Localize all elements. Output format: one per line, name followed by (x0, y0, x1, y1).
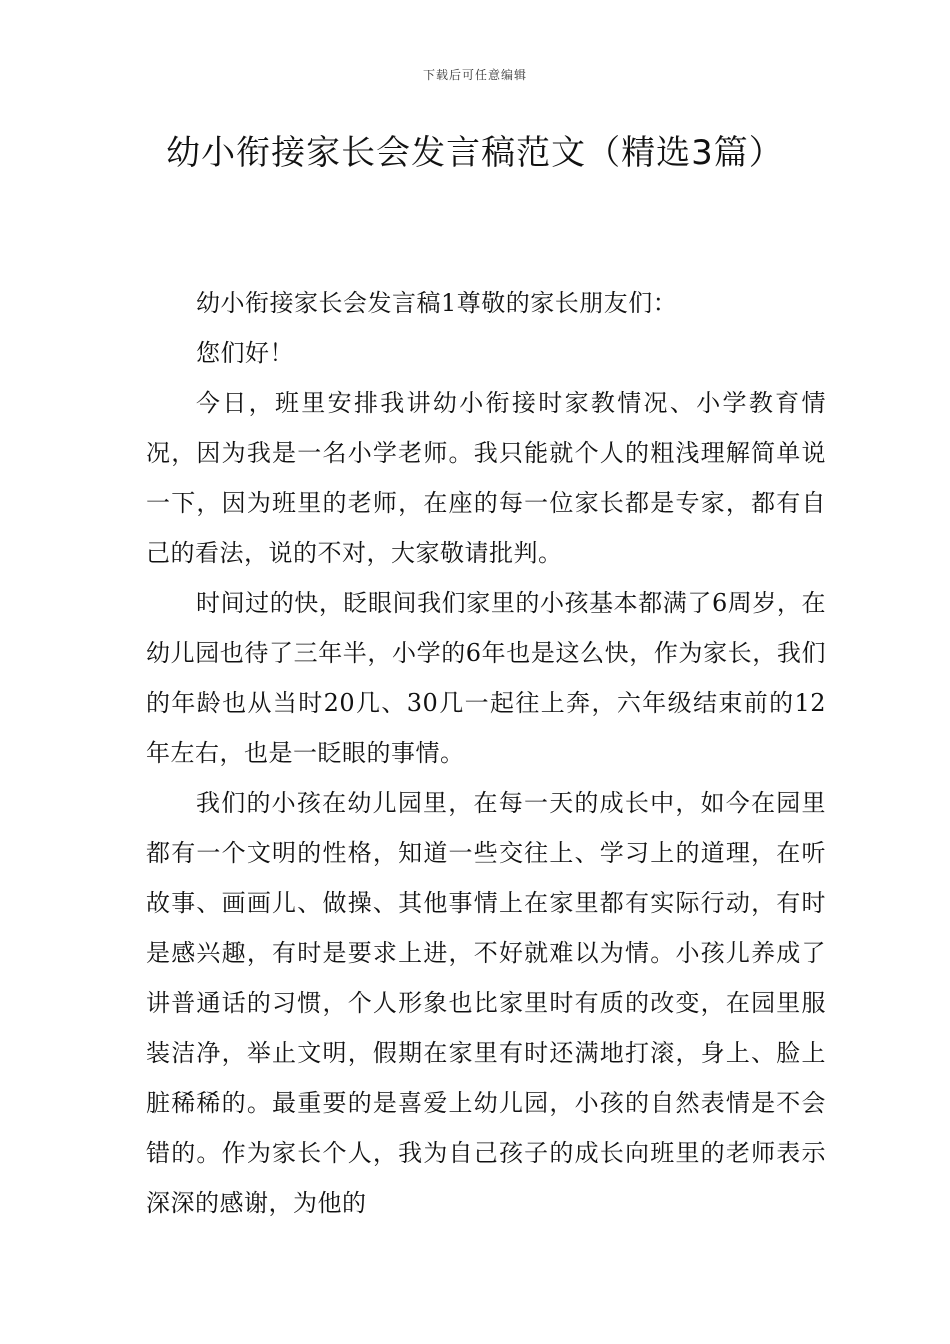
paragraph-hello: 您们好！ (196, 339, 294, 367)
header-note: 下载后可任意编辑 (422, 68, 527, 82)
document-title: 幼小衔接家长会发言稿范文（精选3篇） (166, 133, 784, 173)
document-body (146, 278, 826, 1228)
paragraph-greeting: 幼小衔接家长会发言稿1尊敬的家长朋友们： (196, 289, 678, 317)
paragraph: 时间过的快，眨眼间我们家里的小孩基本都满了6周岁，在幼儿园也待了三年半，小学的6年也是这么快，作为家长，我们的年龄也从当时20几、30几一起往上奔，六年级结束前的12年左右，也是一眨眼的事情。 (146, 589, 826, 767)
paragraph: 今日，班里安排我讲幼小衔接时家教情况、小学教育情况，因为我是一名小学老师。我只能就个人的粗浅理解简单说一下，因为班里的老师，在座的每一位家长都是专家，都有自己的看法，说的不对，大家敬请批判。 (146, 389, 826, 567)
paragraph: 我们的小孩在幼儿园里，在每一天的成长中，如今在园里都有一个文明的性格，知道一些交往上、学习上的道理，在听故事、画画儿、做操、其他事情上在家里都有实际行动，有时是感兴趣，有时是要求上进，不好就难以为情。小孩儿养成了讲普通话的习惯，个人形象也比家里时有质的改变，在园里服装洁净，举止文明，假期在家里有时还满地打滚，身上、脸上脏稀稀的。最重要的是喜爱上幼儿园，小孩的自然表情是不会错的。作为家长个人，我为自己孩子的成长向班里的老师表示深深的感谢，为他的 (146, 789, 826, 1217)
